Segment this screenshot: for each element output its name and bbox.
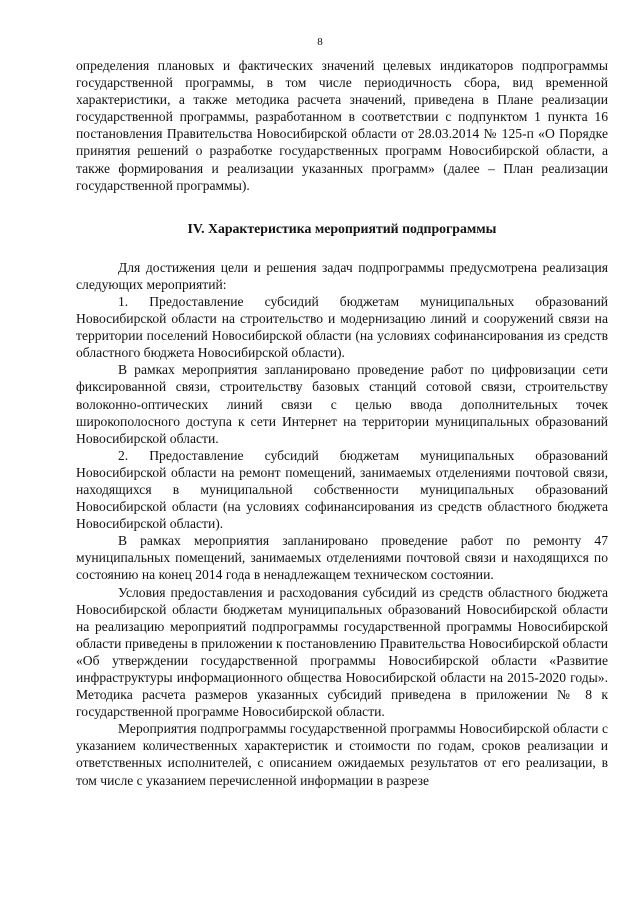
paragraph-subsidy-conditions: Условия предоставления и расходования субсидий из средств областного бюджета Новосибирской области бюджетам муниципальных образований Новосибирской области на реализацию мероприятий подпрограммы государственной программы Новосибирской области приведены в приложении к постановлению Правительства Новосибирской области «Об утверждении государственной программы Новосибирской области «Развитие инфраструктуры информационного общества Новосибирской области на 2015-2020 годы». Методика расчета размеров указанных субсидий приведена в приложении № 8 к государственной программе Новосибирской области.: [76, 584, 609, 720]
page-number: 8: [317, 36, 323, 48]
document-body: [76, 57, 608, 789]
paragraph-intro-measures: Для достижения цели и решения задач подпрограммы предусмотрена реализация следующих мероприятий:: [76, 259, 608, 292]
intro-paragraph: определения плановых и фактических значений целевых индикаторов подпрограммы государственной программы, в том числе периодичность сбора, вид временной характеристики, а также методика расчета значений, приведена в Плане реализации государственной программы, разработанном в соответствии с подпунктом 1 пункта 16 постановления Правительства Новосибирской области от 28.03.2014 № 125-п «О Порядке принятия решений о разработке государственных программ Новосибирской области, а также формирования и реализации указанных программ» (далее – План реализации государственной программы).: [76, 58, 608, 193]
paragraph-measure-1: 1. Предоставление субсидий бюджетам муниципальных образований Новосибирской области на строительство и модернизацию линий и сооружений связи на территории поселений Новосибирской области (на условиях софинансирования из средств областного бюджета Новосибирской области).: [76, 293, 608, 361]
section-heading: IV. Характеристика мероприятий подпрограммы: [187, 220, 497, 236]
paragraph-measure-2-details: В рамках мероприятия запланировано проведение работ по ремонту 47 муниципальных помещений, занимаемых отделениями почтовой связи и находящихся по состоянию на конец 2014 года в ненадлежащем техническом состоянии.: [76, 533, 608, 583]
paragraph-measures-list: Мероприятия подпрограммы государственной программы Новосибирской области с указанием количественных характеристик и стоимости по годам, сроков реализации и ответственных исполнителей, с описанием ожидаемых результатов от его реализации, в том числе с указанием перечисленной информации в разрезе: [76, 721, 608, 788]
paragraph-measure-2: 2. Предоставление субсидий бюджетам муниципальных образований Новосибирской области на ремонт помещений, занимаемых отделениями почтовой связи, находящихся в муниципальной собственности муниципальных образований Новосибирской области (на условиях софинансирования из средств областного бюджета Новосибирской области).: [76, 447, 608, 532]
paragraph-measure-1-details: В рамках мероприятия запланировано проведение работ по цифровизации сети фиксированной связи, строительству базовых станций сотовой связи, строительству волоконно-оптических линий связи с целью ввода дополнительных точек широкополосного доступа к сети Интернет на территории муниципальных образований Новосибирской области.: [76, 362, 608, 446]
